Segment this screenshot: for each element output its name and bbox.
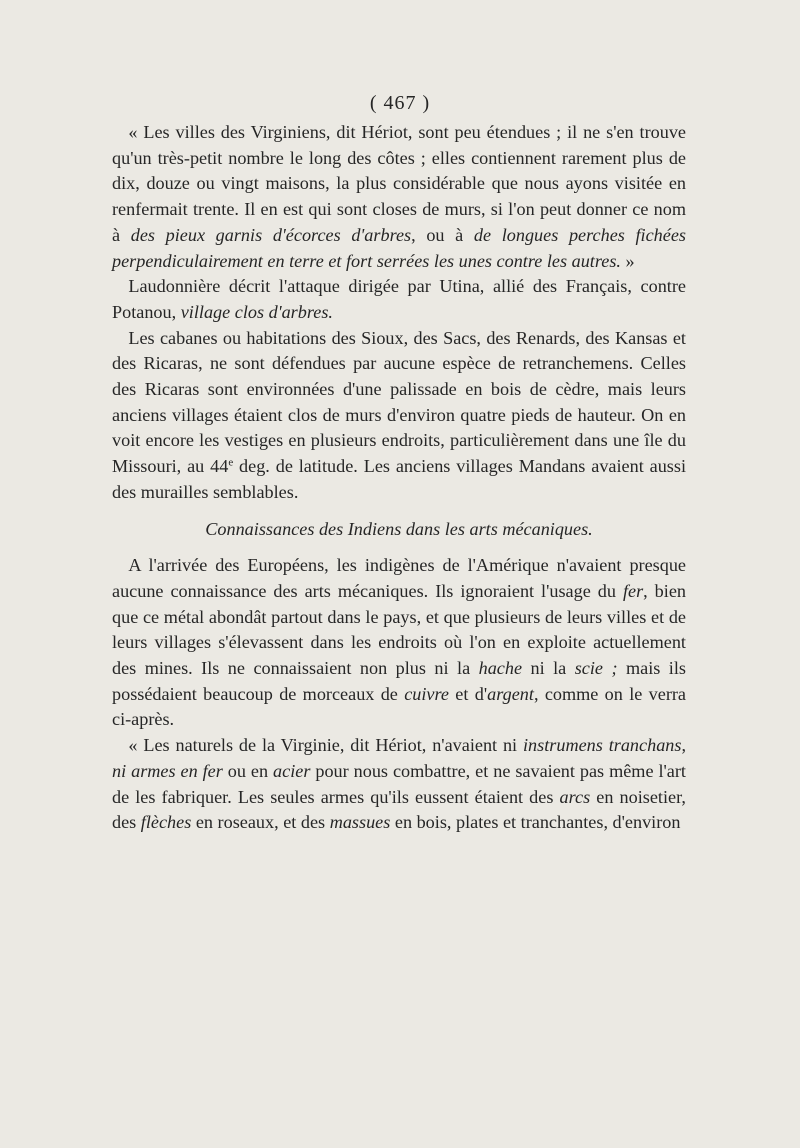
page-number: ( 467 ) bbox=[369, 92, 431, 114]
paragraph-heriot-quote bbox=[112, 120, 686, 274]
text-run: ou en bbox=[222, 760, 274, 781]
italic-text: cuivre bbox=[404, 683, 449, 704]
paragraph-arrivee-europeens bbox=[112, 553, 686, 733]
paragraph-sioux-cabanes bbox=[112, 326, 686, 506]
italic-text: Connaissances des Indiens dans les arts mécaniques. bbox=[205, 518, 593, 539]
italic-text: flèches bbox=[140, 812, 192, 833]
superscript: e bbox=[228, 456, 234, 469]
italic-text: acier bbox=[273, 760, 311, 781]
italic-text: scie ; bbox=[574, 658, 618, 679]
text-run: » bbox=[620, 250, 635, 271]
text-run: deg. de latitude. Les anciens villages Mandans avaient aussi des murailles semblables. bbox=[112, 456, 687, 502]
text-run: en bois, plates et tranchantes, d'environ bbox=[390, 812, 681, 833]
section-heading bbox=[112, 517, 686, 543]
text-run: et d' bbox=[448, 683, 488, 704]
text-run: « Les villes des Virginiens, dit Hériot, sont peu étendues ; il ne s'en trouve qu'un très-petit nombre le long des côtes ; elles contiennent rarement plus de dix, douze ou vingt maisons, la plus considérable que nous ayons visitée en renfermait trente. Il en est qui sont closes de murs, si l'on peut donner ce nom à bbox=[112, 122, 686, 245]
text-run: , comme on le verra ci-après. bbox=[112, 683, 686, 730]
text-run: en roseaux, et des bbox=[191, 812, 330, 833]
text-run: , bbox=[681, 735, 686, 756]
italic-text: hache bbox=[478, 658, 523, 679]
italic-text: arcs bbox=[559, 786, 591, 807]
text-run: « Les naturels de la Virginie, dit Hériot, n'avaient ni bbox=[128, 735, 523, 756]
italic-text: village clos d'arbres. bbox=[180, 301, 333, 322]
text-run: , bien que ce métal abondât partout dans le pays, et que plusieurs de leurs villes et de leurs villages s'élevassent dans les endroits où l'on en exploite actuellement des mines. Ils ne connaissaient non plus ni la bbox=[112, 580, 686, 679]
italic-text: de longues perches fichées perpendiculairement en terre et fort serrées les unes contre les autres. bbox=[112, 224, 686, 271]
italic-text: massues bbox=[329, 812, 391, 833]
paragraph-laudonniere bbox=[112, 274, 686, 325]
text-run: en noisetier, des bbox=[112, 786, 686, 833]
italic-text: fer bbox=[622, 580, 644, 601]
text-run: A l'arrivée des Européens, les indigènes de l'Amérique n'avaient presque aucune connaissance des arts mécaniques. Ils ignoraient l'usage du bbox=[112, 555, 686, 601]
text-run: Les cabanes ou habitations des Sioux, des Sacs, des Renards, des Kansas et des Ricaras, ne sont défendues par aucune espèce de retranchemens. Celles des Ricaras sont environnées d'une palissade en bois de cèdre, mais leurs anciens villages étaient clos de murs d'environ quatre pieds de hauteur. On en voit encore les vestiges en plusieurs endroits, particulièrement dans une île du Missouri, au 44 bbox=[112, 327, 686, 477]
italic-text: ni armes en fer bbox=[112, 760, 223, 781]
body-text bbox=[112, 120, 686, 836]
text-run: ni la bbox=[522, 658, 575, 679]
italic-text: instrumens tranchans bbox=[523, 735, 682, 756]
italic-text: des pieux garnis d'écorces d'arbres bbox=[130, 224, 412, 245]
text-run: , ou à bbox=[411, 224, 474, 245]
text-run: pour nous combattre, et ne savaient pas même l'art de les fabriquer. Les seules armes qu'ils eussent étaient des bbox=[112, 760, 686, 807]
italic-text: argent bbox=[487, 683, 534, 704]
text-run: mais ils possédaient beaucoup de morceaux de bbox=[112, 658, 686, 704]
paragraph-naturels-virginie bbox=[112, 733, 686, 836]
text-run: Laudonnière décrit l'attaque dirigée par Utina, allié des Français, contre Potanou, bbox=[112, 276, 686, 322]
